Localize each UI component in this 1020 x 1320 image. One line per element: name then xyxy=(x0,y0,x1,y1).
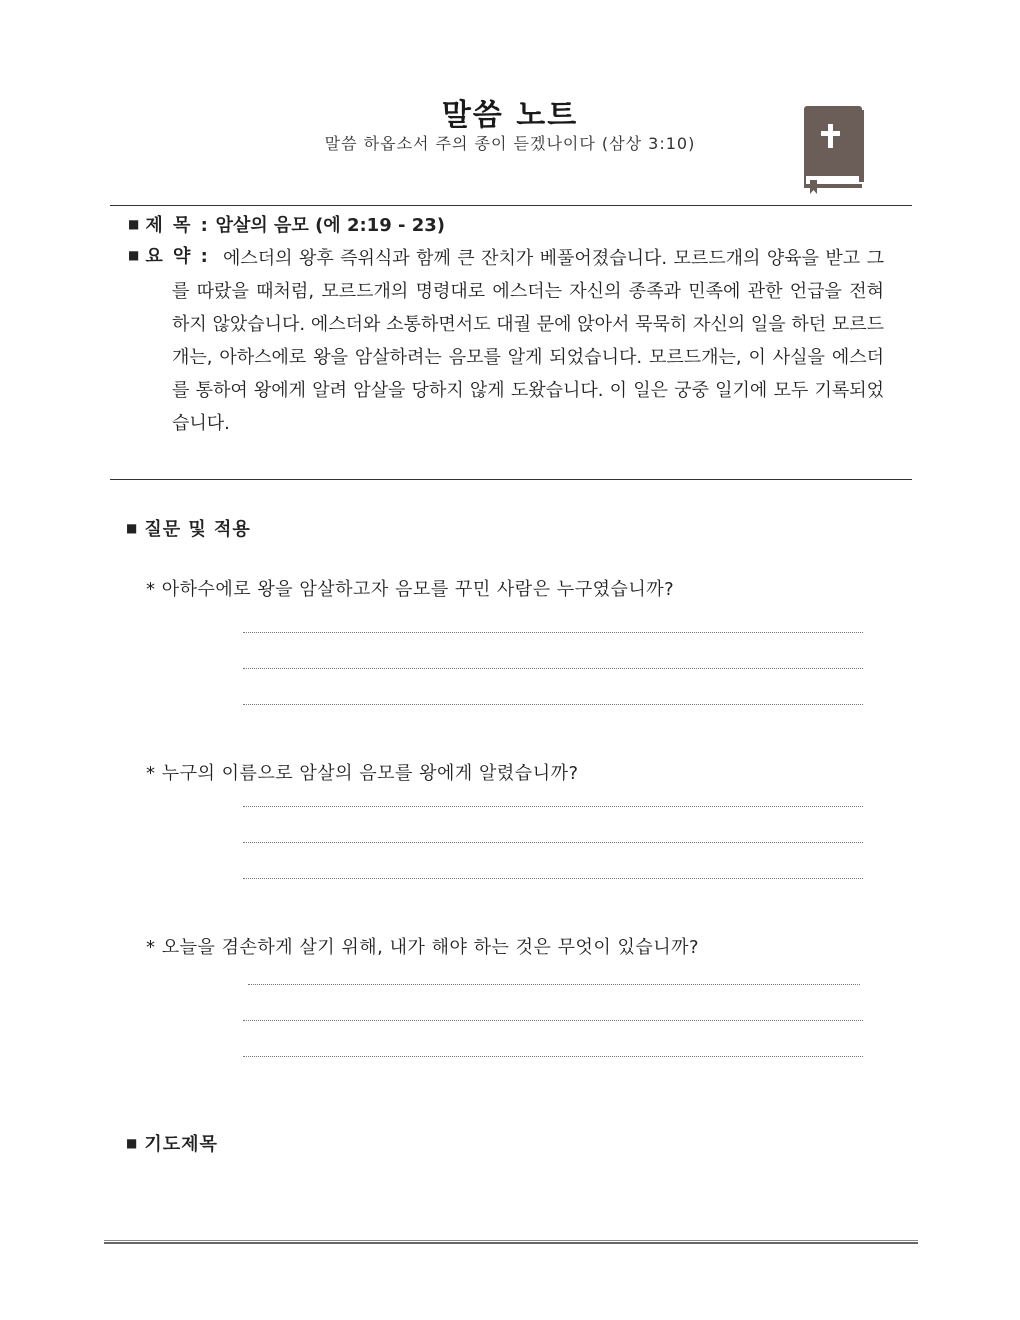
bible-icon xyxy=(800,104,868,194)
title-label: 제 목 : xyxy=(145,215,210,236)
footer-rule xyxy=(104,1242,918,1244)
sermon-title-row xyxy=(128,211,445,237)
answer-line[interactable] xyxy=(243,806,863,807)
sermon-title: 암살의 음모 (에 2:19 - 23) xyxy=(215,215,445,236)
answer-line[interactable] xyxy=(243,632,863,633)
answer-line[interactable] xyxy=(243,1020,863,1021)
answer-line[interactable] xyxy=(243,668,863,669)
square-bullet-icon: ■ xyxy=(128,248,140,262)
page-subtitle: 말씀 하옵소서 주의 종이 듣겠나이다 (삼상 3:10) xyxy=(324,134,696,153)
page-title: 말씀 노트 xyxy=(441,98,579,133)
summary-text: 에스더의 왕후 즉위식과 함께 큰 잔치가 베풀어졌습니다. 모르드개의 양육을 받고 그를 따랐을 때처럼, 모르드개의 명령대로 에스더는 자신의 종족과 민족에 관한 언급을 전혀 하지 않았습니다. 에스더와 소통하면서도 대궐 문에 앉아서 묵묵히 자신의 일을 하던 모르드개는, 아하스에로 왕을 암살하려는 음모를 알게 되었습니다. 모르드개는, 이 사실을 에스더를 통하여 왕에게 알려 암살을 당하지 않게 도왔습니다. 이 일은 궁중 일기에 모두 기록되었습니다. xyxy=(172,248,885,434)
divider-middle xyxy=(110,479,912,480)
summary-label: 요 약 : xyxy=(145,246,210,267)
question-2: * 누구의 이름으로 암살의 음모를 왕에게 알렸습니까? xyxy=(146,763,579,784)
answer-line[interactable] xyxy=(243,842,863,843)
answer-line[interactable] xyxy=(243,878,863,879)
answer-line[interactable] xyxy=(248,984,860,985)
questions-heading: ■ 질문 및 적용 xyxy=(126,519,251,540)
square-bullet-icon: ■ xyxy=(126,1136,139,1150)
question-3: * 오늘을 겸손하게 살기 위해, 내가 해야 하는 것은 무엇이 있습니까? xyxy=(146,937,700,958)
answer-line[interactable] xyxy=(243,1056,863,1057)
question-1: * 아하수에로 왕을 암살하고자 음모를 꾸민 사람은 누구였습니까? xyxy=(146,579,675,600)
answer-line[interactable] xyxy=(243,704,863,705)
square-bullet-icon: ■ xyxy=(126,521,139,535)
square-bullet-icon: ■ xyxy=(128,217,140,231)
prayer-heading: ■ 기도제목 xyxy=(126,1134,218,1155)
footer-rule xyxy=(104,1240,918,1241)
divider-top xyxy=(110,205,912,206)
